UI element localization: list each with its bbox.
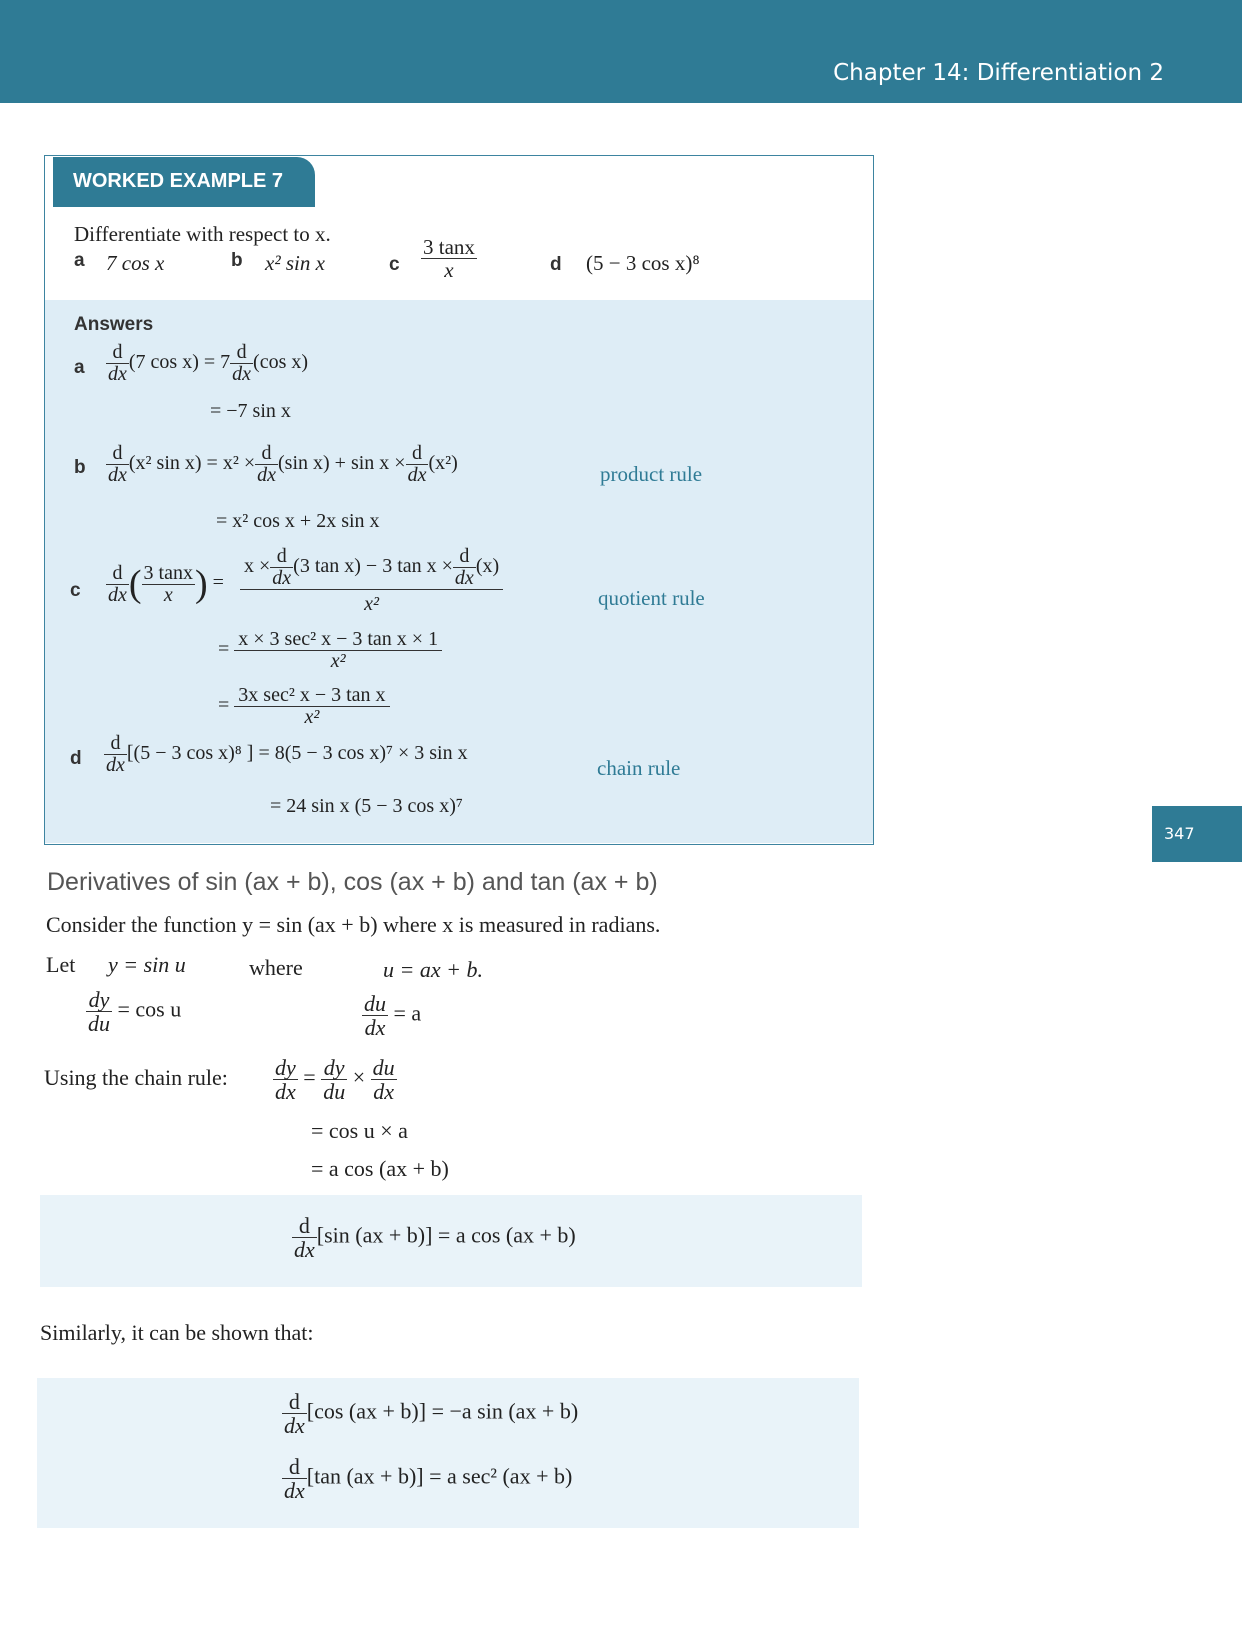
answer-a-line2: = −7 sin x <box>210 400 291 422</box>
answer-c-step3: = $\frac{\text{3x sec² x − 3 tan x}}{\text{x²}}$ <box>218 685 390 728</box>
result-tan: $\frac{d}{dx}$ [tan (ax + b)] = a sec² (ax + b) <box>284 1454 573 1504</box>
chapter-header-band <box>0 0 1242 103</box>
answers-heading: Answers <box>74 314 154 335</box>
let-y: y = sin u <box>108 952 186 977</box>
page-number: 347 <box>1152 806 1242 862</box>
answer-b-line1: $\frac{d}{dx}$ (x² sin x) = x² × $\frac{d}{dx}$ (sin x) + sin x × $\frac{d}{dx}$ (x²) <box>108 442 458 486</box>
part-label-a: a <box>74 250 85 271</box>
answer-a-line1: $\frac{d}{dx}$ (7 cos x) = 7 $\frac{d}{dx}$ (cos x) <box>108 341 309 385</box>
part-label-b: b <box>231 250 243 271</box>
answer-c-quotient: x × $\frac{d}{dx}$ (3 tan x) − 3 tan x × $\frac{d}{dx}$ (x) x² <box>240 546 503 615</box>
section-intro: Consider the function y = sin (ax + b) where x is measured in radians. <box>46 912 661 937</box>
d-dx-operator: $\frac{d}{dx}$ <box>108 341 127 385</box>
result-sin: $\frac{d}{dx}$ [sin (ax + b)] = a cos (ax + b) <box>294 1213 576 1263</box>
answer-c-lhs: $\frac{d}{dx}$ ( $\frac{3 \tan x}{x}$ ) = <box>108 561 224 606</box>
d-dx-operator: $\frac{d}{dx}$ <box>232 341 252 385</box>
answer-label-c: c <box>70 580 81 601</box>
part-label-d: d <box>550 254 562 275</box>
answer-d-line1: $\frac{d}{dx}$ [(5 − 3 cos x)⁸ ] = 8(5 − 3 cos x)⁷ × 3 sin x <box>106 732 468 776</box>
du-dx-equation: $\frac{du}{dx}$ = a <box>364 991 422 1041</box>
chain-rule-label: Using the chain rule: <box>44 1065 228 1090</box>
chain-step2: = a cos (ax + b) <box>311 1156 449 1181</box>
result-cos: $\frac{d}{dx}$ [cos (ax + b)] = −a sin (ax + b) <box>284 1389 579 1439</box>
part-label-c: c <box>389 254 400 275</box>
similarly-text: Similarly, it can be shown that: <box>40 1320 314 1345</box>
answer-label-b: b <box>74 457 86 478</box>
let-u: u = ax + b. <box>383 957 483 982</box>
let-word: Let <box>46 952 76 977</box>
answer-d-line2: = 24 sin x (5 − 3 cos x)⁷ <box>270 795 463 817</box>
chain-rule-equation: $\frac{dy}{dx}$ = $\frac{dy}{du}$ × $\frac{du}{dx}$ <box>275 1055 395 1105</box>
chapter-title: Chapter 14: Differentiation 2 <box>833 60 1164 86</box>
note-product-rule: product rule <box>600 462 703 486</box>
part-expr-d: (5 − 3 cos x)⁸ <box>586 251 700 275</box>
answer-label-a: a <box>74 357 85 378</box>
dy-du-equation: $\frac{dy}{du}$ = cos u <box>88 987 182 1037</box>
example-prompt: Differentiate with respect to x. <box>74 222 331 246</box>
answer-b-line2: = x² cos x + 2x sin x <box>216 510 380 532</box>
where-word: where <box>249 955 303 980</box>
answer-c-step2: = $\frac{\text{x × 3 sec² x − 3 tan x × 1}}{\text{x²}}$ <box>218 629 442 672</box>
part-c-denominator: x <box>444 258 454 283</box>
note-chain-rule: chain rule <box>597 756 681 780</box>
note-quotient-rule: quotient rule <box>598 586 705 610</box>
answer-label-d: d <box>70 748 82 769</box>
worked-example-title: WORKED EXAMPLE 7 <box>53 157 315 207</box>
chain-step1: = cos u × a <box>311 1118 408 1143</box>
part-expr-c <box>421 236 477 281</box>
part-expr-a: 7 cos x <box>106 251 165 275</box>
part-expr-b: x² sin x <box>265 251 325 275</box>
part-c-numerator: 3 tanx <box>423 235 475 259</box>
section-heading: Derivatives of sin (ax + b), cos (ax + b) and tan (ax + b) <box>47 868 658 896</box>
